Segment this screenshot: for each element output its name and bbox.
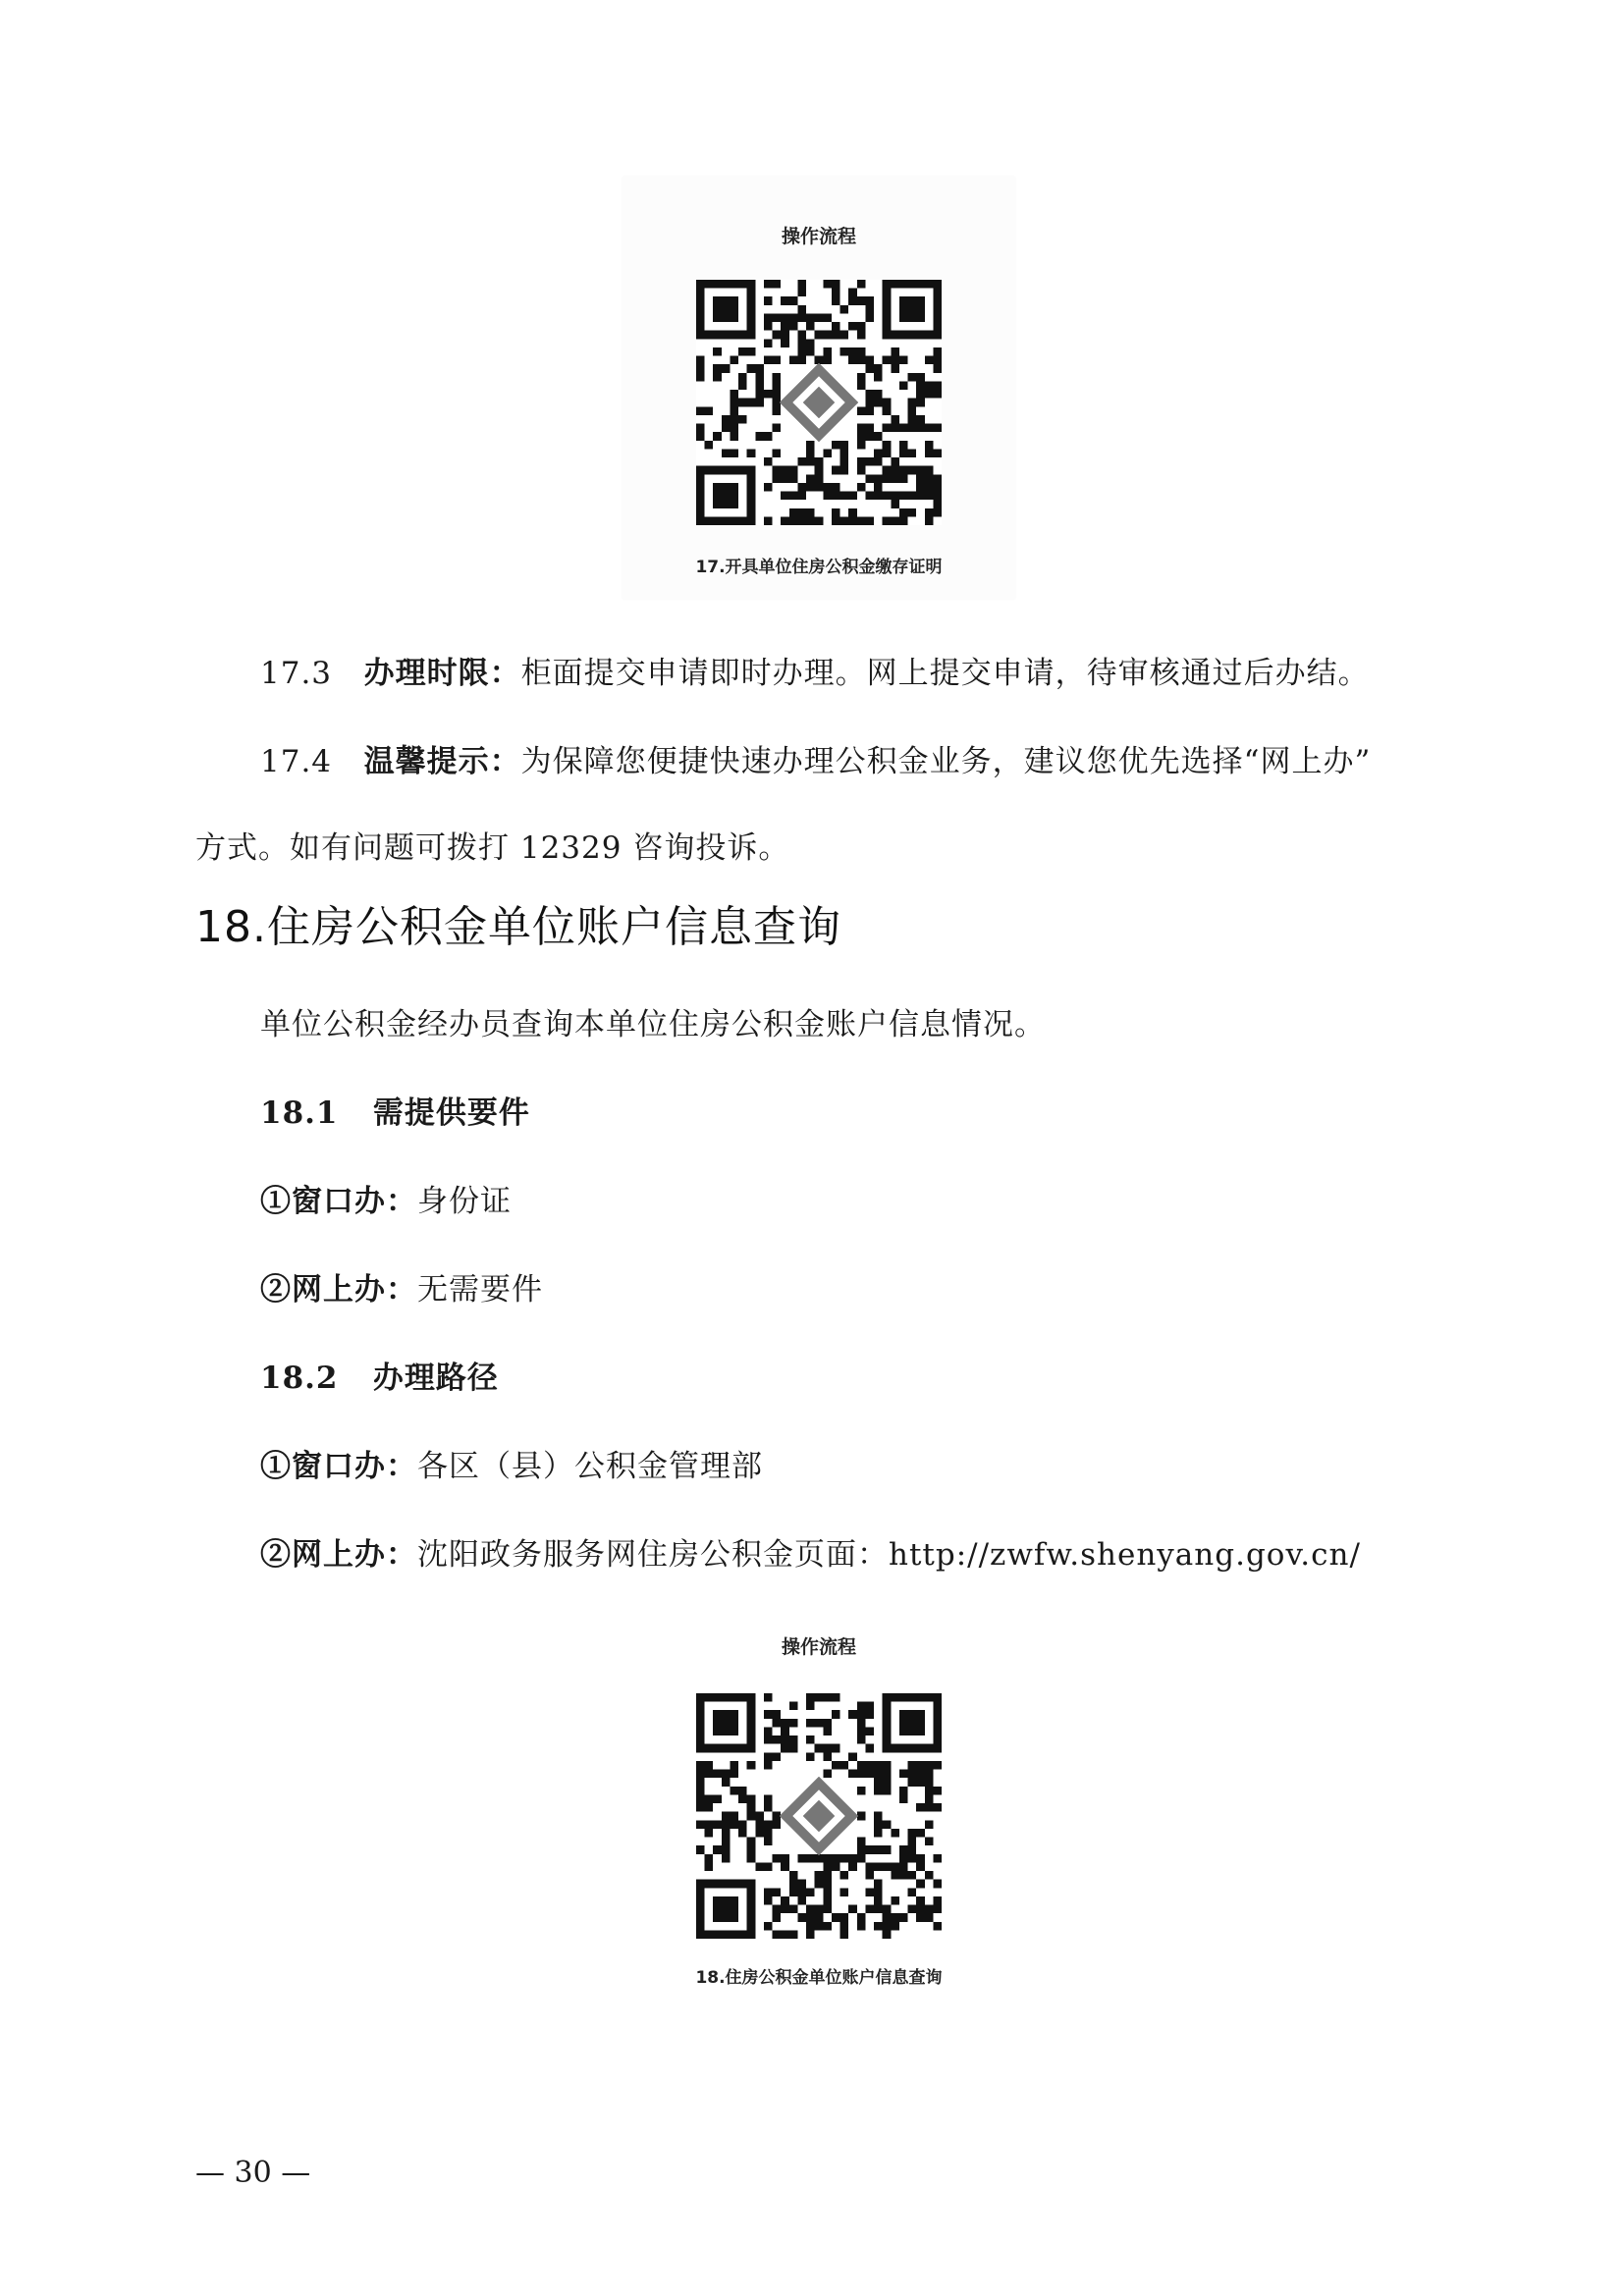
item-number: 18.1: [260, 1095, 339, 1131]
housing-fund-logo-icon: [781, 364, 857, 441]
item-label: 温馨提示：: [363, 744, 521, 779]
qr-block-18: [623, 1615, 1015, 1993]
item-18-1: [260, 1088, 530, 1132]
item-text: 柜面提交申请即时办理。网上提交申请，待审核通过后办结。: [520, 656, 1370, 691]
item-18-1-window: [260, 1176, 512, 1220]
qr-caption: 18.住房公积金单位账户信息查询: [695, 1968, 943, 1988]
qr-caption: 17.开具单位住房公积金缴存证明: [695, 558, 943, 577]
item-number: 18.2: [260, 1361, 339, 1396]
item-17-3: [260, 648, 1370, 692]
online-text[interactable]: 沈阳政务服务网住房公积金页面：http://zwfw.shenyang.gov.cn/: [417, 1537, 1361, 1573]
page-number: — 30 —: [195, 2156, 311, 2190]
window-label: ①窗口办：: [260, 1184, 417, 1219]
window-label: ①窗口办：: [260, 1449, 417, 1484]
window-text: 身份证: [417, 1184, 512, 1219]
item-18-2-online: [260, 1529, 1361, 1574]
item-17-4: [260, 736, 1371, 780]
online-text: 无需要件: [417, 1272, 543, 1308]
section-18-intro: 单位公积金经办员查询本单位住房公积金账户信息情况。: [260, 1007, 1046, 1042]
qr-code-icon[interactable]: [696, 280, 942, 525]
section-18-title: 18.住房公积金单位账户信息查询: [195, 902, 841, 952]
item-label: 办理时限：: [363, 656, 521, 691]
item-17-4-continued: 方式。如有问题可拨打 12329 咨询投诉。: [195, 830, 790, 866]
online-label: ②网上办：: [260, 1272, 417, 1308]
qr-heading: 操作流程: [781, 1636, 856, 1658]
online-label: ②网上办：: [260, 1537, 417, 1573]
item-text: 为保障您便捷快速办理公积金业务，建议您优先选择“网上办”: [520, 744, 1372, 779]
qr-code-icon[interactable]: [696, 1693, 942, 1939]
qr-block-17: [623, 177, 1015, 599]
window-text: 各区（县）公积金管理部: [417, 1449, 763, 1484]
item-number: 17.4: [260, 744, 333, 779]
item-label: 办理路径: [372, 1361, 499, 1396]
item-number: 17.3: [260, 656, 333, 691]
item-label: 需提供要件: [372, 1095, 530, 1131]
item-18-2: [260, 1353, 499, 1397]
item-18-1-online: [260, 1264, 543, 1308]
housing-fund-logo-icon: [781, 1778, 857, 1854]
item-18-2-window: [260, 1441, 763, 1485]
qr-heading: 操作流程: [781, 226, 856, 247]
